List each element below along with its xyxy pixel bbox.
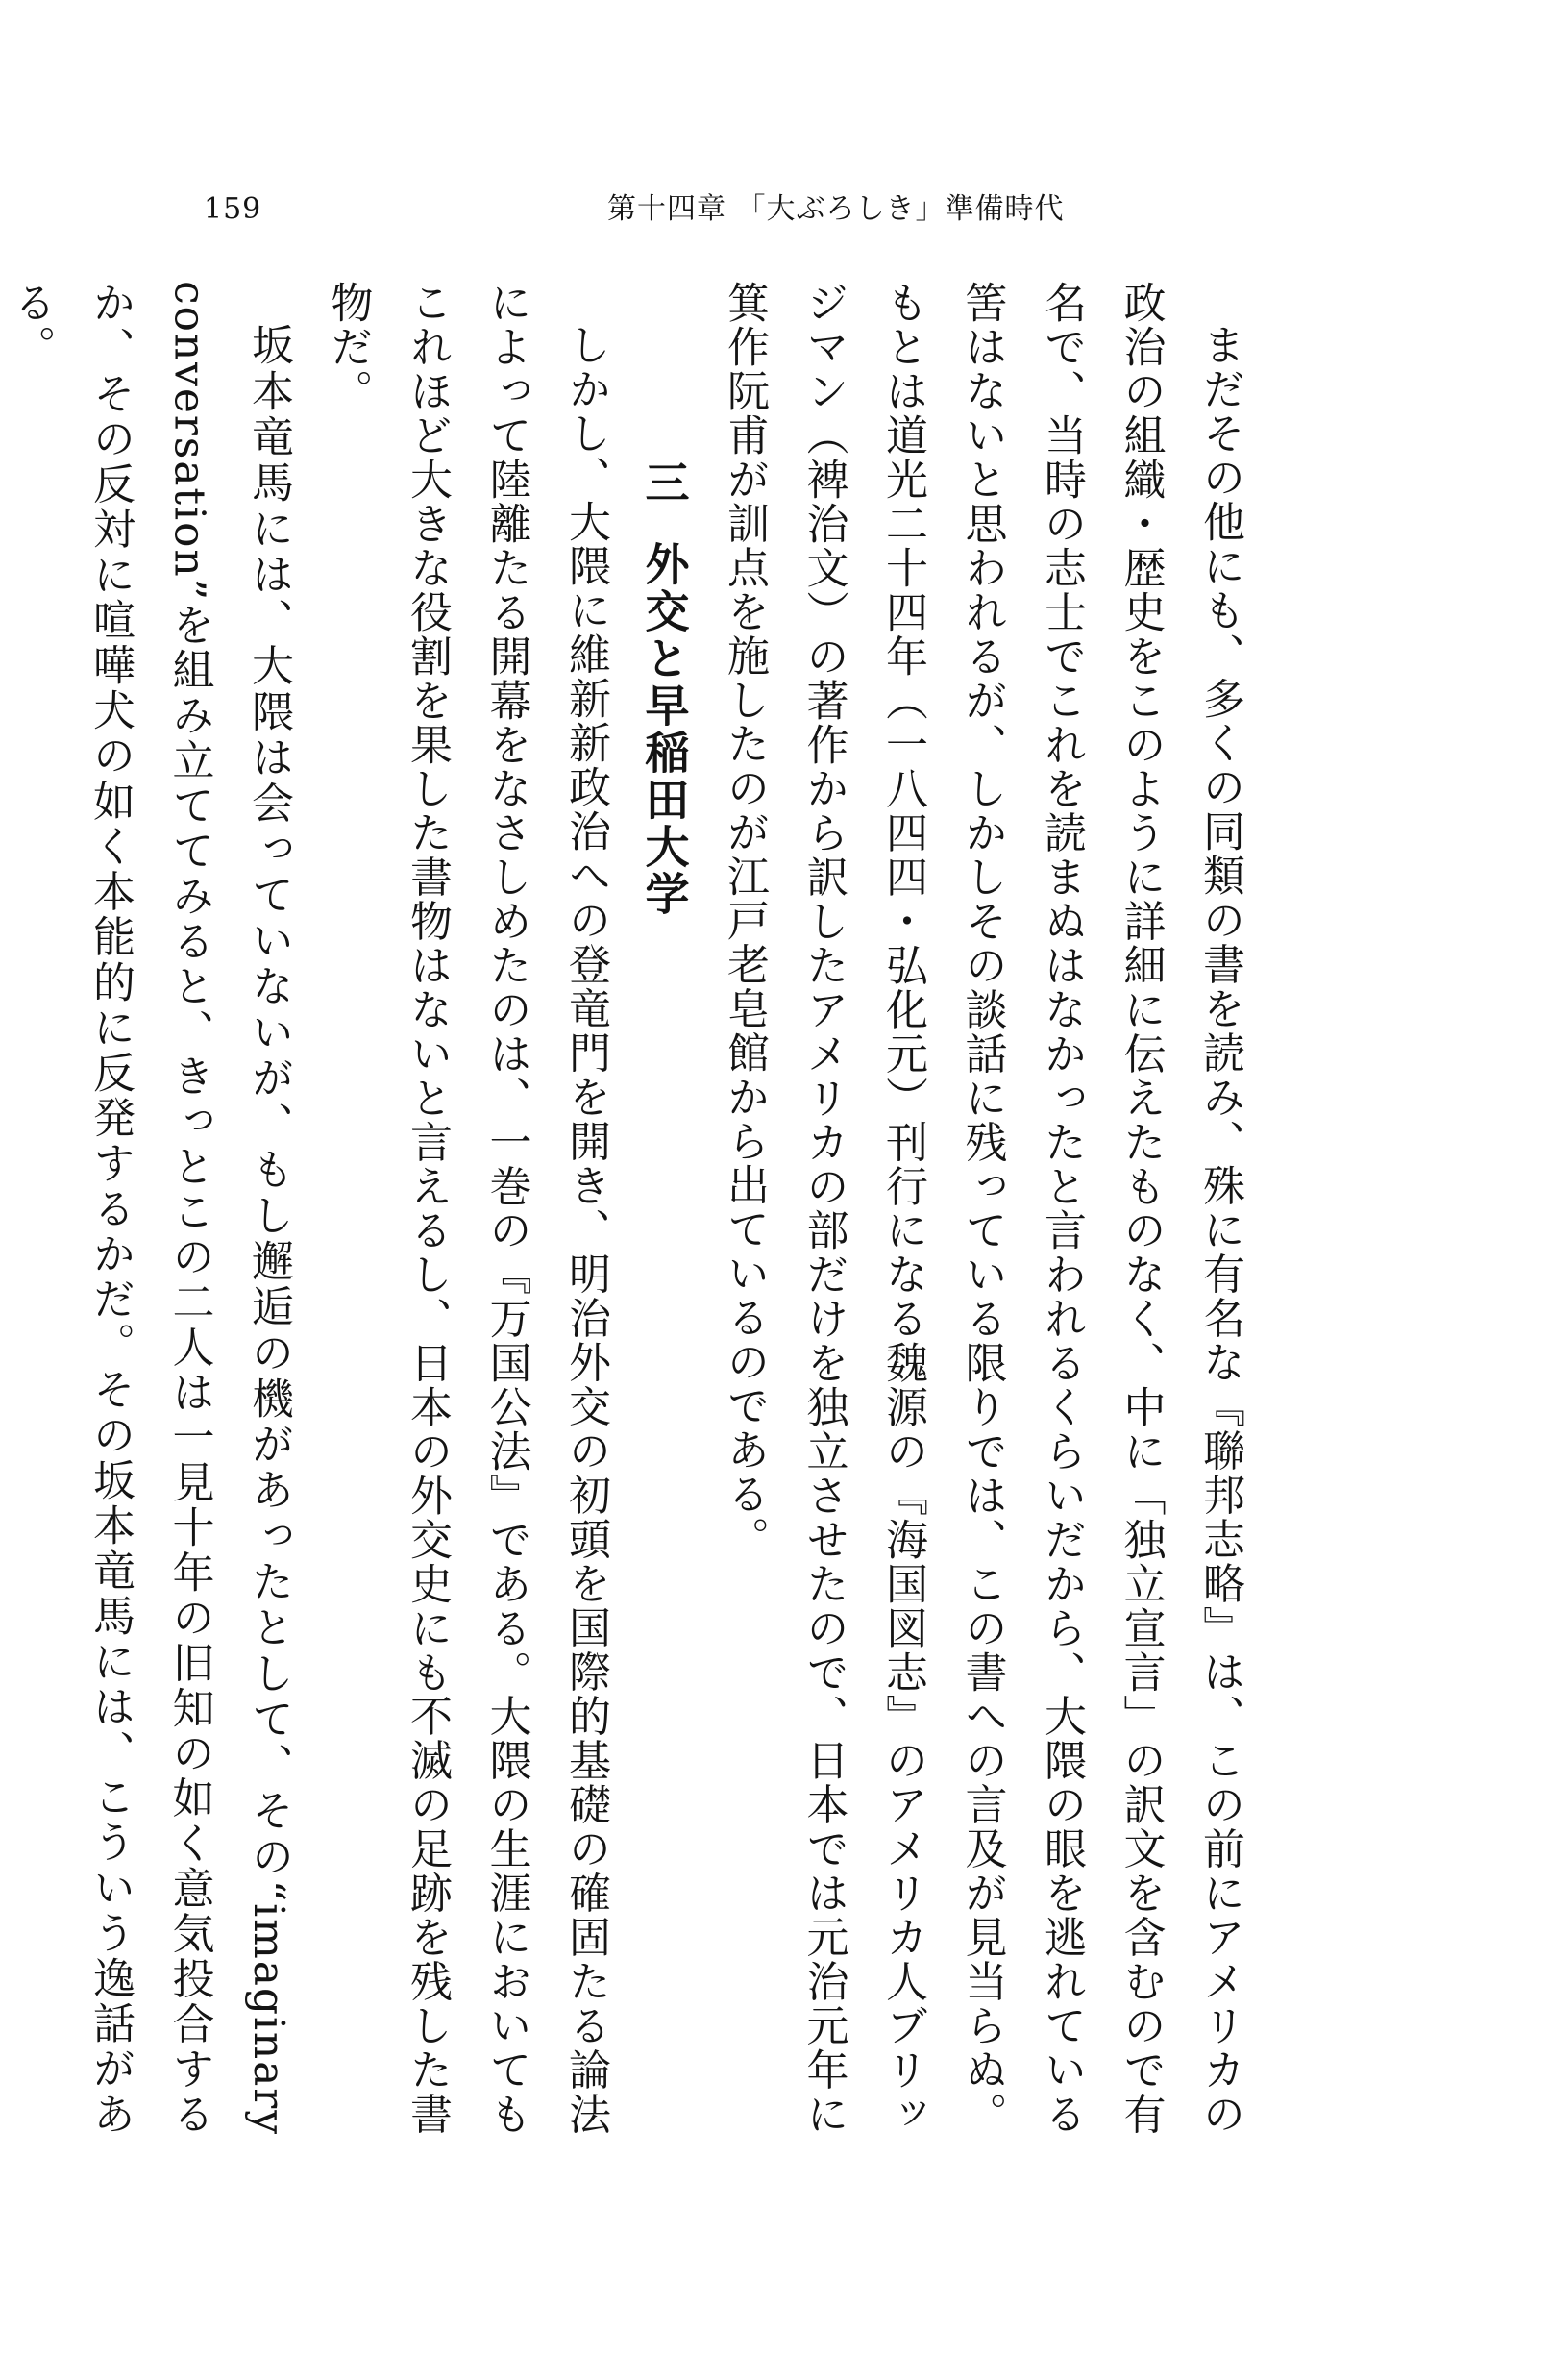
paragraph: 坂本竜馬には、大隈は会っていないが、もし邂逅の機があったとして、その“imaginary conversation”を組み立ててみると、きっとこの二人は一見十年の旧知の如く意気投合するか、その反対に喧嘩犬の如く本能的に反発するかだ。その坂本竜馬には、こういう逸話がある。 [6, 281, 293, 2136]
paragraph: まだその他にも、多くの同類の書を読み、殊に有名な『聯邦志略』は、この前にアメリカの政治の組織・歴史をこのように詳細に伝えたものなく、中に「独立宣言」の訳文を含むので有名で、当時の志士でこれを読まぬはなかったと言われるくらいだから、大隈の眼を逃れている筈はないと思われるが、しかしその談話に残っている限りでは、この書への言及が見当らぬ。もとは道光二十四年（一八四四・弘化元）刊行になる魏源の『海国図志』のアメリカ人ブリッジマン（裨治文）の著作から訳したアメリカの部だけを独立させたので、日本では元治元年に箕作阮甫が訓点を施したのが江戸老皂館から出ているのである。 [720, 281, 1244, 2136]
page-number: 159 [204, 192, 262, 226]
chapter-title: 第十四章 「大ぶろしき」準備時代 [607, 192, 1065, 226]
section-number: 三 [638, 459, 691, 507]
section-title: 外交と早稲田大学 [638, 541, 691, 918]
paragraph: しかし、大隈に維新新政治への登竜門を開き、明治外交の初頭を国際的基礎の確固たる論法によって陸離たる開幕をなさしめたのは、一巻の『万国公法』である。大隈の生涯においてもこれほど大きな役割を果した書物はないと言えるし、日本の外交史にも不滅の足跡を残した書物だ。 [323, 281, 610, 2136]
body-text [6, 281, 1259, 2136]
section-heading [625, 281, 704, 2136]
